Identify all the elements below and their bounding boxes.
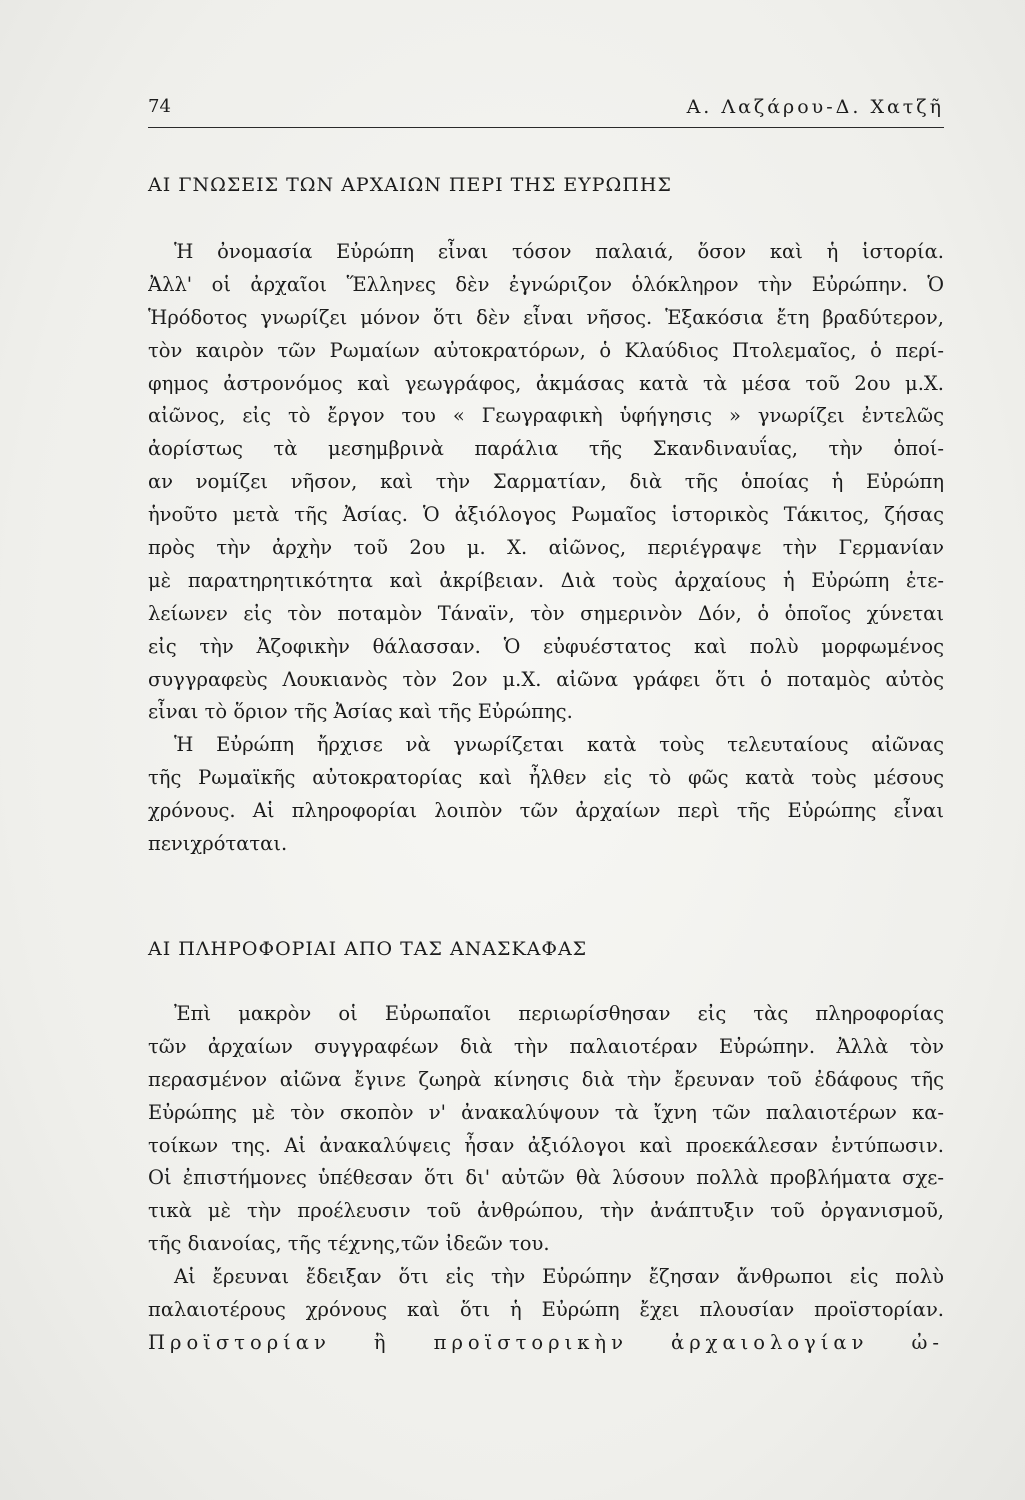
text-line: ἀορίστως τὰ μεσημβρινὰ παράλια τῆς Σκανδιναυΐας, τὴν ὁποί- bbox=[148, 437, 944, 461]
section-body-excavations bbox=[148, 998, 944, 1360]
text-line: φημος ἀστρονόμος καὶ γεωγράφος, ἀκμάσας κατὰ τὰ μέσα τοῦ 2ου μ.Χ. bbox=[148, 371, 944, 395]
text-line: χρόνους. Αἱ πληροφορίαι λοιπὸν τῶν ἀρχαίων περὶ τῆς Εὐρώπης εἶναι bbox=[148, 799, 944, 823]
text-line: εἶναι τὸ ὅριον τῆς Ἀσίας καὶ τῆς Εὐρώπης. bbox=[148, 700, 573, 724]
text-line: Αἱ ἔρευναι ἔδειξαν ὅτι εἰς τὴν Εὐρώπην ἔζησαν ἄνθρωποι εἰς πολὺ bbox=[174, 1265, 944, 1289]
text-line: παλαιοτέρους χρόνους καὶ ὅτι ἡ Εὐρώπη ἔχει πλουσίαν προϊστορίαν. bbox=[148, 1298, 944, 1322]
text-line: τὸν καιρὸν τῶν Ρωμαίων αὐτοκρατόρων, ὁ Κλαύδιος Πτολεμαῖος, ὁ περί- bbox=[148, 338, 944, 362]
text-line: συγγραφεὺς Λουκιανὸς τὸν 2ον μ.Χ. αἰῶνα γράφει ὅτι ὁ ποταμὸς αὐτὸς bbox=[148, 667, 944, 691]
page-number: 74 bbox=[148, 96, 171, 117]
text-line: ἡνοῦτο μετὰ τῆς Ἀσίας. Ὁ ἀξιόλογος Ρωμαῖος ἱστορικὸς Τάκιτος, ζήσας bbox=[148, 503, 944, 527]
text-line: πρὸς τὴν ἀρχὴν τοῦ 2ου μ. Χ. αἰῶνος, περιέγραψε τὴν Γερμανίαν bbox=[148, 536, 944, 560]
text-line: Εὐρώπης μὲ τὸν σκοπὸν ν' ἀνακαλύψουν τὰ ἴχνη τῶν παλαιοτέρων κα- bbox=[148, 1100, 944, 1124]
header-rule bbox=[148, 127, 944, 128]
text-line: Ἡ ὀνομασία Εὐρώπη εἶναι τόσον παλαιά, ὅσον καὶ ἡ ἱστορία. bbox=[174, 240, 944, 263]
text-line: πενιχρόταται. bbox=[148, 832, 288, 856]
section-heading-knowledge: ΑΙ ΓΝΩΣΕΙΣ ΤΩΝ ΑΡΧΑΙΩΝ ΠΕΡΙ ΤΗΣ ΕΥΡΩΠΗΣ bbox=[148, 174, 672, 196]
text-line: εἰς τὴν Ἀζοφικὴν θάλασσαν. Ὁ εὐφυέστατος καὶ πολὺ μορφωμένος bbox=[148, 634, 944, 658]
text-line: Προϊστορίαν ἢ προϊστορικὴν ἀρχαιολογίαν ὠ- bbox=[148, 1330, 944, 1354]
section-body-knowledge bbox=[148, 236, 944, 861]
text-line: τικὰ μὲ τὴν προέλευσιν τοῦ ἀνθρώπου, τὴν ἀνάπτυξιν τοῦ ὀργανισμοῦ, bbox=[148, 1199, 944, 1223]
running-head bbox=[148, 96, 944, 126]
text-line: Ἀλλ' οἱ ἀρχαῖοι Ἕλληνες δὲν ἐγνώριζον ὁλόκληρον τὴν Εὐρώπην. Ὁ bbox=[148, 272, 944, 296]
text-line: μὲ παρατηρητικότητα καὶ ἀκρίβειαν. Διὰ τοὺς ἀρχαίους ἡ Εὐρώπη ἐτε- bbox=[148, 568, 944, 592]
text-line: τῆς Ρωμαϊκῆς αὐτοκρατορίας καὶ ἦλθεν εἰς τὸ φῶς κατὰ τοὺς μέσους bbox=[148, 766, 944, 790]
text-line: Ἡ Εὐρώπη ἤρχισε νὰ γνωρίζεται κατὰ τοὺς τελευταίους αἰῶνας bbox=[174, 733, 944, 757]
text-line: τοίκων της. Αἱ ἀνακαλύψεις ἦσαν ἀξιόλογοι καὶ προεκάλεσαν ἐντύπωσιν. bbox=[148, 1133, 944, 1157]
text-line: λείωνεν εἰς τὸν ποταμὸν Τάναϊν, τὸν σημερινὸν Δόν, ὁ ὁποῖος χύνεται bbox=[148, 601, 944, 625]
text-line: αἰῶνος, εἰς τὸ ἔργον του « Γεωγραφικὴ ὑφήγησις » γνωρίζει ἐντελῶς bbox=[148, 404, 944, 428]
text-line: αν νομίζει νῆσον, καὶ τὴν Σαρματίαν, διὰ τῆς ὁποίας ἡ Εὐρώπη bbox=[148, 470, 944, 494]
text-line: Ἐπὶ μακρὸν οἱ Εὐρωπαῖοι περιωρίσθησαν εἰς τὰς πληροφορίας bbox=[174, 1002, 944, 1025]
text-line: τῆς διανοίας, τῆς τέχνης,τῶν ἰδεῶν του. bbox=[148, 1232, 550, 1256]
section-heading-excavations: ΑΙ ΠΛΗΡΟΦΟΡΙΑΙ ΑΠΟ ΤΑΣ ΑΝΑΣΚΑΦΑΣ bbox=[148, 938, 588, 960]
text-line: Ἡρόδοτος γνωρίζει μόνον ὅτι δὲν εἶναι νῆσος. Ἑξακόσια ἔτη βραδύτερον, bbox=[148, 305, 944, 329]
text-line: τῶν ἀρχαίων συγγραφέων διὰ τὴν παλαιοτέραν Εὐρώπην. Ἀλλὰ τὸν bbox=[148, 1034, 944, 1058]
running-head-authors: Α. Λαζάρου-Δ. Χατζῆ bbox=[686, 96, 944, 118]
text-line: περασμένον αἰῶνα ἔγινε ζωηρὰ κίνησις διὰ τὴν ἔρευναν τοῦ ἐδάφους τῆς bbox=[148, 1067, 944, 1091]
text-line: Οἱ ἐπιστήμονες ὑπέθεσαν ὅτι δι' αὐτῶν θὰ λύσουν πολλὰ προβλήματα σχε- bbox=[148, 1166, 944, 1190]
